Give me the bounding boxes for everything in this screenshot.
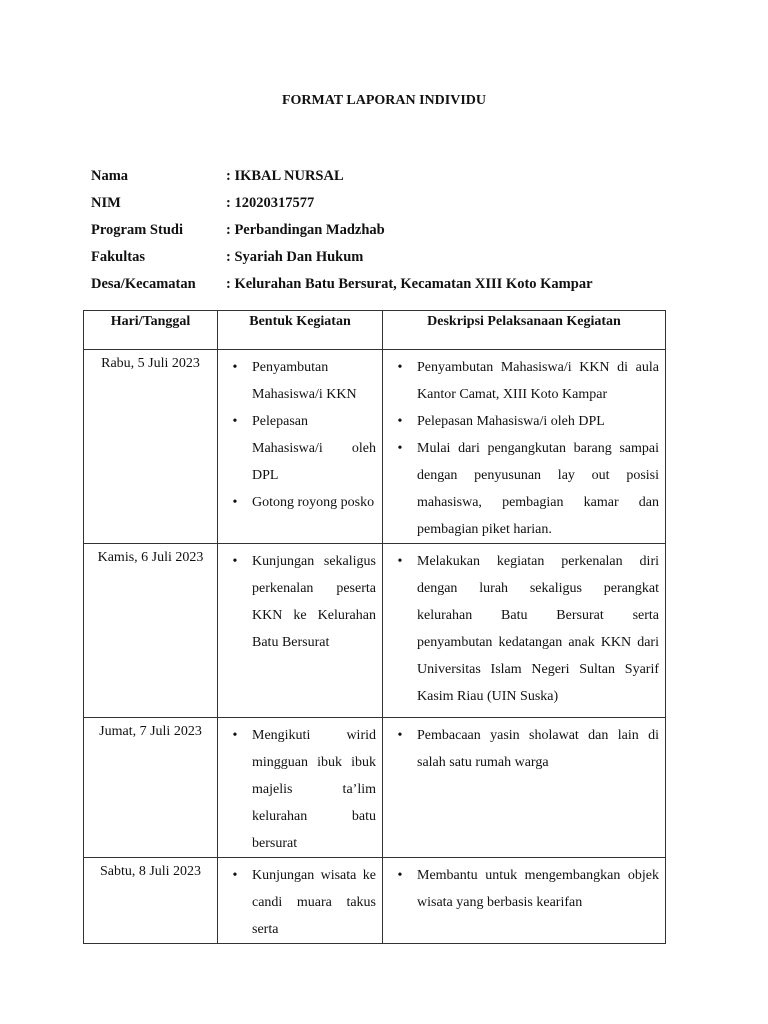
day-cell: Jumat, 7 Juli 2023: [84, 718, 218, 858]
activity-text: Kunjungan sekaligus perkenalan peserta KKN ke Kelurahan Batu Bersurat: [252, 554, 376, 650]
description-text: Melakukan kegiatan perkenalan diri dengan lurah sekaligus perangkat kelurahan Batu Bersurat serta penyambutan kedatangan anak KKN dari Universitas Islam Negeri Sultan Syarif Kasim Riau (UIN Suska): [417, 554, 659, 704]
info-value: : 12020317577: [226, 195, 315, 211]
bullet-icon: •: [397, 728, 403, 743]
activity-text: Kunjungan wisata ke candi muara takus serta: [252, 868, 376, 937]
description-cell: [383, 858, 666, 944]
description-text: Pembacaan yasin sholawat dan lain di salah satu rumah warga: [417, 728, 659, 770]
bullet-icon: •: [397, 868, 403, 883]
info-label: Fakultas: [91, 249, 145, 265]
description-cell: [383, 350, 666, 544]
bullet-icon: •: [232, 728, 238, 743]
info-value: : Syariah Dan Hukum: [226, 249, 364, 265]
list-item: [383, 435, 665, 543]
list-item: [218, 548, 382, 656]
activity-list: [218, 354, 382, 516]
day-cell: Rabu, 5 Juli 2023: [84, 350, 218, 544]
activity-cell: [218, 544, 383, 718]
bullet-icon: •: [397, 554, 403, 569]
info-value: : Kelurahan Batu Bersurat, Kecamatan XIII Koto Kampar: [226, 276, 593, 292]
list-item: [218, 489, 382, 516]
table-row: [84, 544, 666, 718]
list-item: [218, 408, 382, 489]
info-label: NIM: [91, 195, 121, 211]
description-text: Membantu untuk mengembangkan objek wisata yang berbasis kearifan: [417, 868, 659, 910]
bullet-icon: •: [232, 868, 238, 883]
info-label: Desa/Kecamatan: [91, 276, 196, 292]
description-cell: [383, 544, 666, 718]
list-item: [218, 354, 382, 408]
description-text: Mulai dari pengangkutan barang sampai dengan penyusunan lay out posisi mahasiswa, pembagian kamar dan pembagian piket harian.: [417, 441, 659, 537]
description-list: [383, 354, 665, 543]
day-cell: Sabtu, 8 Juli 2023: [84, 858, 218, 944]
activity-text: Pelepasan Mahasiswa/i oleh DPL: [252, 414, 376, 483]
table-row: [84, 858, 666, 944]
description-text: Penyambutan Mahasiswa/i KKN di aula Kantor Camat, XIII Koto Kampar: [417, 360, 659, 402]
table-header-row: [84, 311, 666, 350]
list-item: [383, 548, 665, 710]
activity-text: Gotong royong posko: [252, 495, 375, 510]
list-item: [218, 862, 382, 943]
bullet-icon: •: [232, 360, 238, 375]
info-value: : IKBAL NURSAL: [226, 168, 344, 184]
activity-cell: [218, 350, 383, 544]
bullet-icon: •: [232, 554, 238, 569]
description-list: [383, 722, 665, 776]
info-label: Program Studi: [91, 222, 183, 238]
info-label: Nama: [91, 168, 129, 184]
list-item: [218, 722, 382, 857]
list-item: [383, 862, 665, 916]
day-cell: Kamis, 6 Juli 2023: [84, 544, 218, 718]
header-day: Hari/Tanggal: [84, 311, 218, 350]
activity-cell: [218, 858, 383, 944]
list-item: [383, 722, 665, 776]
activity-list: [218, 722, 382, 857]
description-list: [383, 862, 665, 916]
bullet-icon: •: [397, 360, 403, 375]
header-activity: Bentuk Kegiatan: [218, 311, 383, 350]
bullet-icon: •: [397, 414, 403, 429]
description-cell: [383, 718, 666, 858]
activity-text: Penyambutan Mahasiswa/i KKN: [252, 360, 357, 402]
activity-cell: [218, 718, 383, 858]
table-row: [84, 718, 666, 858]
header-description: Deskripsi Pelaksanaan Kegiatan: [383, 311, 666, 350]
bullet-icon: •: [232, 414, 238, 429]
activity-table: [83, 310, 666, 944]
description-list: [383, 548, 665, 710]
activity-list: [218, 862, 382, 943]
table-row: [84, 350, 666, 544]
description-text: Pelepasan Mahasiswa/i oleh DPL: [417, 414, 605, 429]
list-item: [383, 354, 665, 408]
activity-text: Mengikuti wirid mingguan ibuk ibuk majelis ta’lim kelurahan batu bersurat: [252, 728, 376, 851]
activity-list: [218, 548, 382, 656]
page-title: FORMAT LAPORAN INDIVIDU: [281, 93, 487, 108]
bullet-icon: •: [232, 495, 238, 510]
list-item: [383, 408, 665, 435]
info-value: : Perbandingan Madzhab: [226, 222, 385, 238]
bullet-icon: •: [397, 441, 403, 456]
